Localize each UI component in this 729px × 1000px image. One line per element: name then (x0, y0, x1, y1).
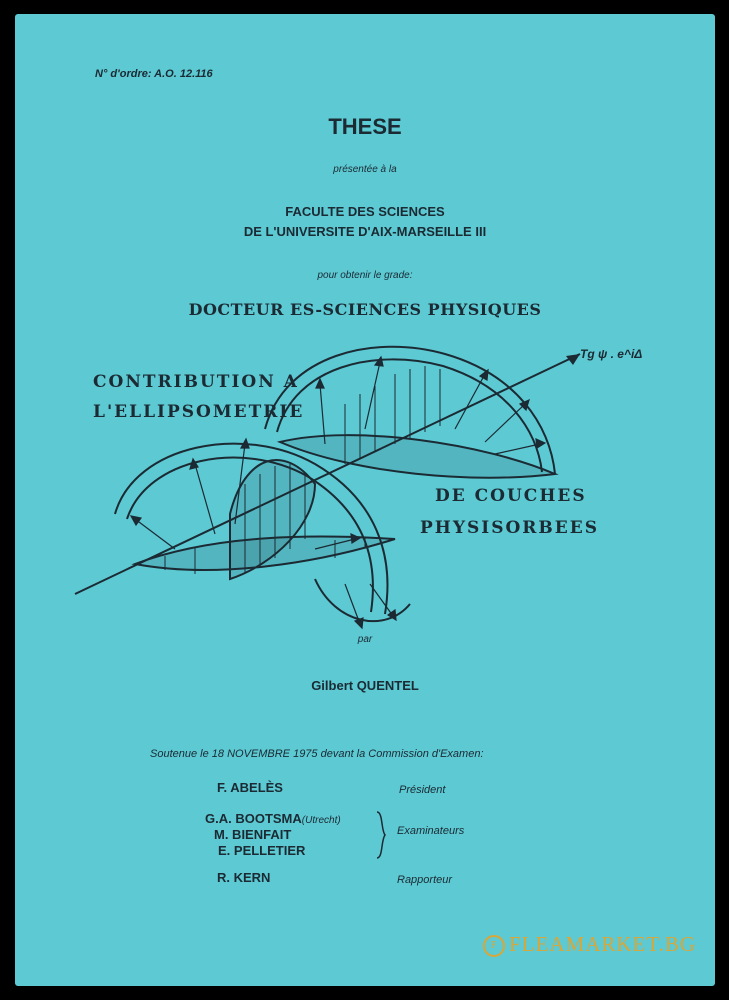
role-president: Président (399, 784, 446, 796)
by-label: par (357, 634, 373, 645)
fleamarket-watermark (483, 932, 696, 957)
role-examiners: Examinateurs (397, 825, 465, 837)
committee-examiner-2: M. BIENFAIT (214, 827, 292, 842)
lower-lobe (135, 537, 395, 570)
examiners-brace (373, 810, 387, 860)
faculty-line-1: FACULTE DES SCIENCES (285, 204, 445, 219)
thesis-title-line-4: PHYSISORBEES (420, 518, 599, 538)
committee-examiner-1 (205, 811, 341, 826)
examiner-1-affiliation: (Utrecht) (301, 815, 341, 826)
thesis-heading: THESE (328, 114, 402, 139)
role-reporter: Rapporteur (397, 874, 453, 886)
defense-statement: Soutenue le 18 NOVEMBRE 1975 devant la Commission d'Examen: (150, 748, 484, 760)
committee-reporter: R. KERN (217, 870, 271, 885)
thesis-title-line-1: CONTRIBUTION A (93, 372, 299, 392)
faculty-line-2: DE L'UNIVERSITE D'AIX-MARSEILLE III (243, 224, 487, 239)
committee-examiner-3: E. PELLETIER (218, 843, 306, 858)
thesis-cover (15, 14, 715, 986)
formula-label: Tg ψ . e^iΔ (580, 347, 643, 361)
upper-lobe (280, 435, 555, 478)
examiner-1-name: G.A. BOOTSMA (205, 811, 302, 826)
presented-to: présentée à la (333, 164, 397, 175)
thesis-title-line-2: L'ELLIPSOMETRIE (93, 402, 305, 422)
committee-president: F. ABELÈS (217, 780, 283, 795)
order-number: N° d'ordre: A.O. 12.116 (95, 68, 213, 80)
watermark-text: FLEAMARKET.BG (509, 932, 697, 956)
watermark-badge-icon: F (483, 935, 505, 957)
thesis-title-line-3: DE COUCHES (435, 486, 587, 506)
to-obtain: pour obtenir le grade: (317, 270, 413, 281)
author-name: Gilbert QUENTEL (311, 678, 419, 693)
degree-title: DOCTEUR ES-SCIENCES PHYSIQUES (188, 300, 542, 319)
